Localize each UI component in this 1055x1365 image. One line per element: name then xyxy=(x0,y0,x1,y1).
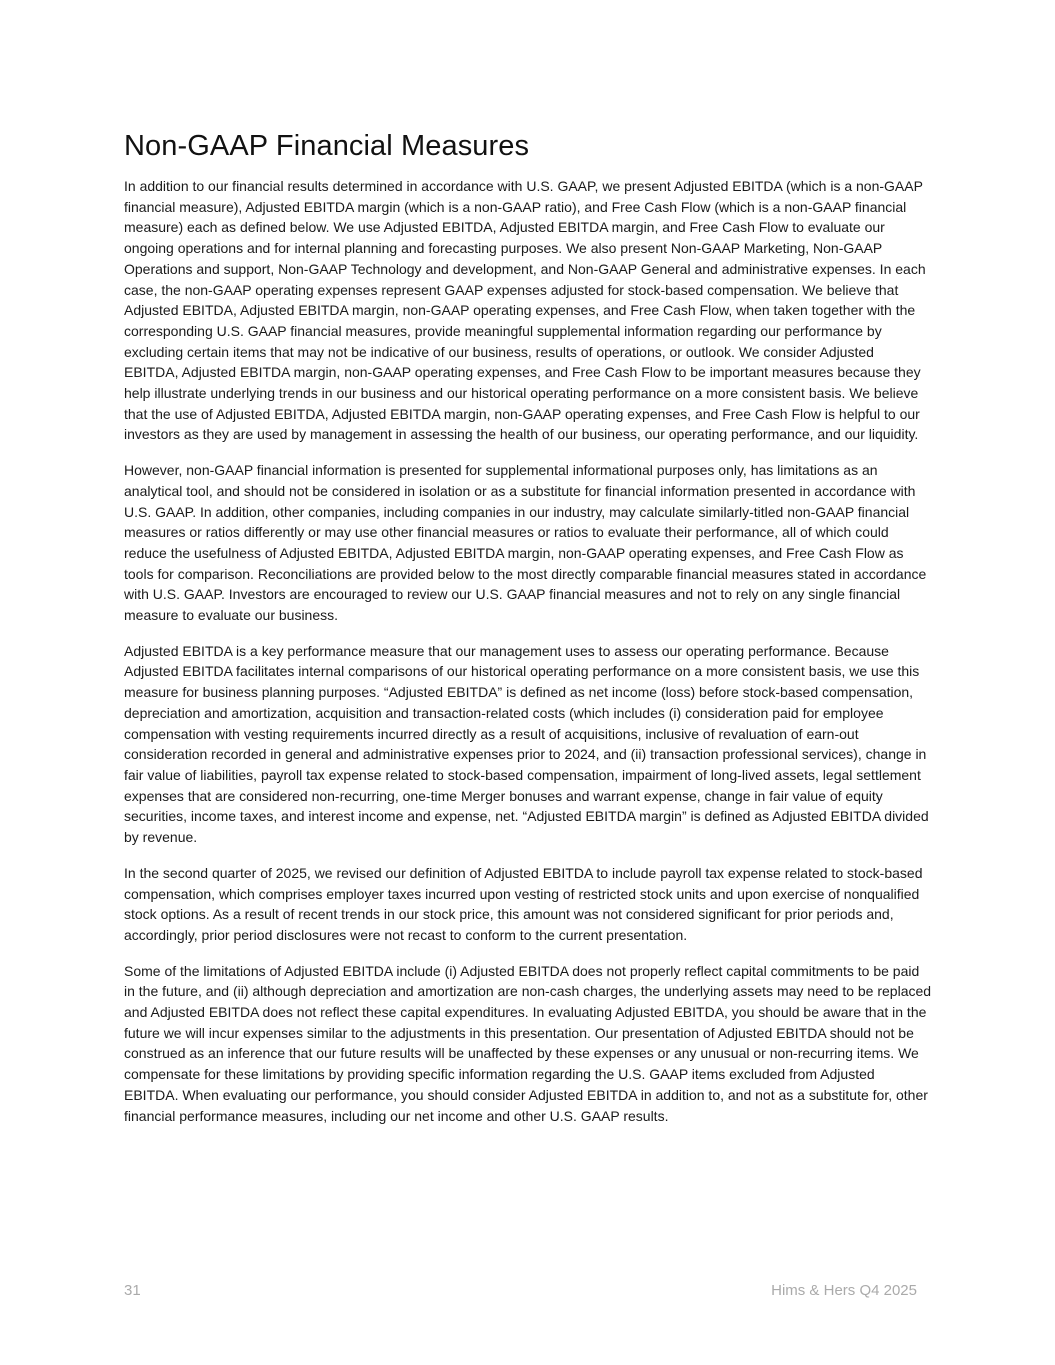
paragraph-definition-revision: In the second quarter of 2025, we revised our definition of Adjusted EBITDA to include payroll tax expense related to stock-based compensation, which comprises employer taxes incurred upon vesting of restricted stock units and upon exercise of nonqualified stock options. As a result of recent trends in our stock price, this amount was not considered significant for prior periods and, accordingly, prior period disclosures were not recast to conform to the current presentation. xyxy=(124,864,923,943)
footer-brand: Hims & Hers Q4 2025 xyxy=(771,1282,917,1299)
document-body xyxy=(124,128,932,1141)
paragraph-intro: In addition to our financial results determined in accordance with U.S. GAAP, we present Adjusted EBITDA (which is a non-GAAP financial measure), Adjusted EBITDA margin (which is a non-GAAP ratio), and Free Cash Flow (which is a non-GAAP financial measure) each as defined below. We use Adjusted EBITDA, Adjusted EBITDA margin, and Free Cash Flow to evaluate our ongoing operations and for internal planning and forecasting purposes. We also present Non-GAAP Marketing, Non-GAAP Operations and support, Non-GAAP Technology and development, and Non-GAAP General and administrative expenses. In each case, the non-GAAP operating expenses represent GAAP expenses adjusted for stock-based compensation. We believe that Adjusted EBITDA, Adjusted EBITDA margin, non-GAAP operating expenses, and Free Cash Flow, when taken together with the corresponding U.S. GAAP financial measures, provide meaningful supplemental information regarding our performance by excluding certain items that may not be indicative of our business, results of operations, or outlook. We consider Adjusted EBITDA, Adjusted EBITDA margin, non-GAAP operating expenses, and Free Cash Flow to be important measures because they help illustrate underlying trends in our business and our historical operating performance on a more consistent basis. We believe that the use of Adjusted EBITDA, Adjusted EBITDA margin, non-GAAP operating expenses, and Free Cash Flow is helpful to our investors as they are used by management in assessing the health of our business, our operating performance, and our liquidity. xyxy=(124,178,926,443)
paragraph-limitations-disclaimer: However, non-GAAP financial information is presented for supplemental informational purposes only, has limitations as an analytical tool, and should not be considered in isolation or as a substitute for financial information presented in accordance with U.S. GAAP. In addition, other companies, including companies in our industry, may calculate similarly-titled non-GAAP financial measures or ratios differently or may use other financial measures or ratios to evaluate their performance, all of which could reduce the usefulness of Adjusted EBITDA, Adjusted EBITDA margin, non-GAAP operating expenses, and Free Cash Flow as tools for comparison. Reconciliations are provided below to the most directly comparable financial measures stated in accordance with U.S. GAAP. Investors are encouraged to review our U.S. GAAP financial measures and not to rely on any single financial measure to evaluate our business. xyxy=(124,462,927,624)
page-number: 31 xyxy=(124,1282,141,1299)
paragraph-ebitda-limitations: Some of the limitations of Adjusted EBITDA include (i) Adjusted EBITDA does not properly reflect capital commitments to be paid in the future, and (ii) although depreciation and amortization are non-cash charges, the underlying assets may need to be replaced and Adjusted EBITDA does not reflect these capital expenditures. In evaluating Adjusted EBITDA, you should be aware that in the future we will incur expenses similar to the adjustments in this presentation. Our presentation of Adjusted EBITDA should not be construed as an inference that our future results will be unaffected by these expenses or any unusual or non-recurring items. We compensate for these limitations by providing specific information regarding the U.S. GAAP items excluded from Adjusted EBITDA. When evaluating our performance, you should consider Adjusted EBITDA in addition to, and not as a substitute for, other financial performance measures, including our net income and other U.S. GAAP results. xyxy=(124,962,932,1124)
page-title: Non-GAAP Financial Measures xyxy=(124,130,530,162)
paragraph-adjusted-ebitda-definition: Adjusted EBITDA is a key performance measure that our management uses to assess our operating performance. Because Adjusted EBITDA facilitates internal comparisons of our historical operating performance on a more consistent basis, we use this measure for business planning purposes. “Adjusted EBITDA” is defined as net income (loss) before stock-based compensation, depreciation and amortization, acquisition and transaction-related costs (which includes (i) consideration paid for employee compensation with vesting requirements incurred directly as a result of acquisitions, inclusive of revaluation of earn-out consideration recorded in general and administrative expenses prior to 2024, and (ii) transaction professional services), change in fair value of liabilities, payroll tax expense related to stock-based compensation, impairment of long-lived assets, legal settlement expenses that are considered non-recurring, one-time Merger bonuses and warrant expense, change in fair value of equity securities, income taxes, and interest income and expense, net. “Adjusted EBITDA margin” is defined as Adjusted EBITDA divided by revenue. xyxy=(124,642,929,846)
